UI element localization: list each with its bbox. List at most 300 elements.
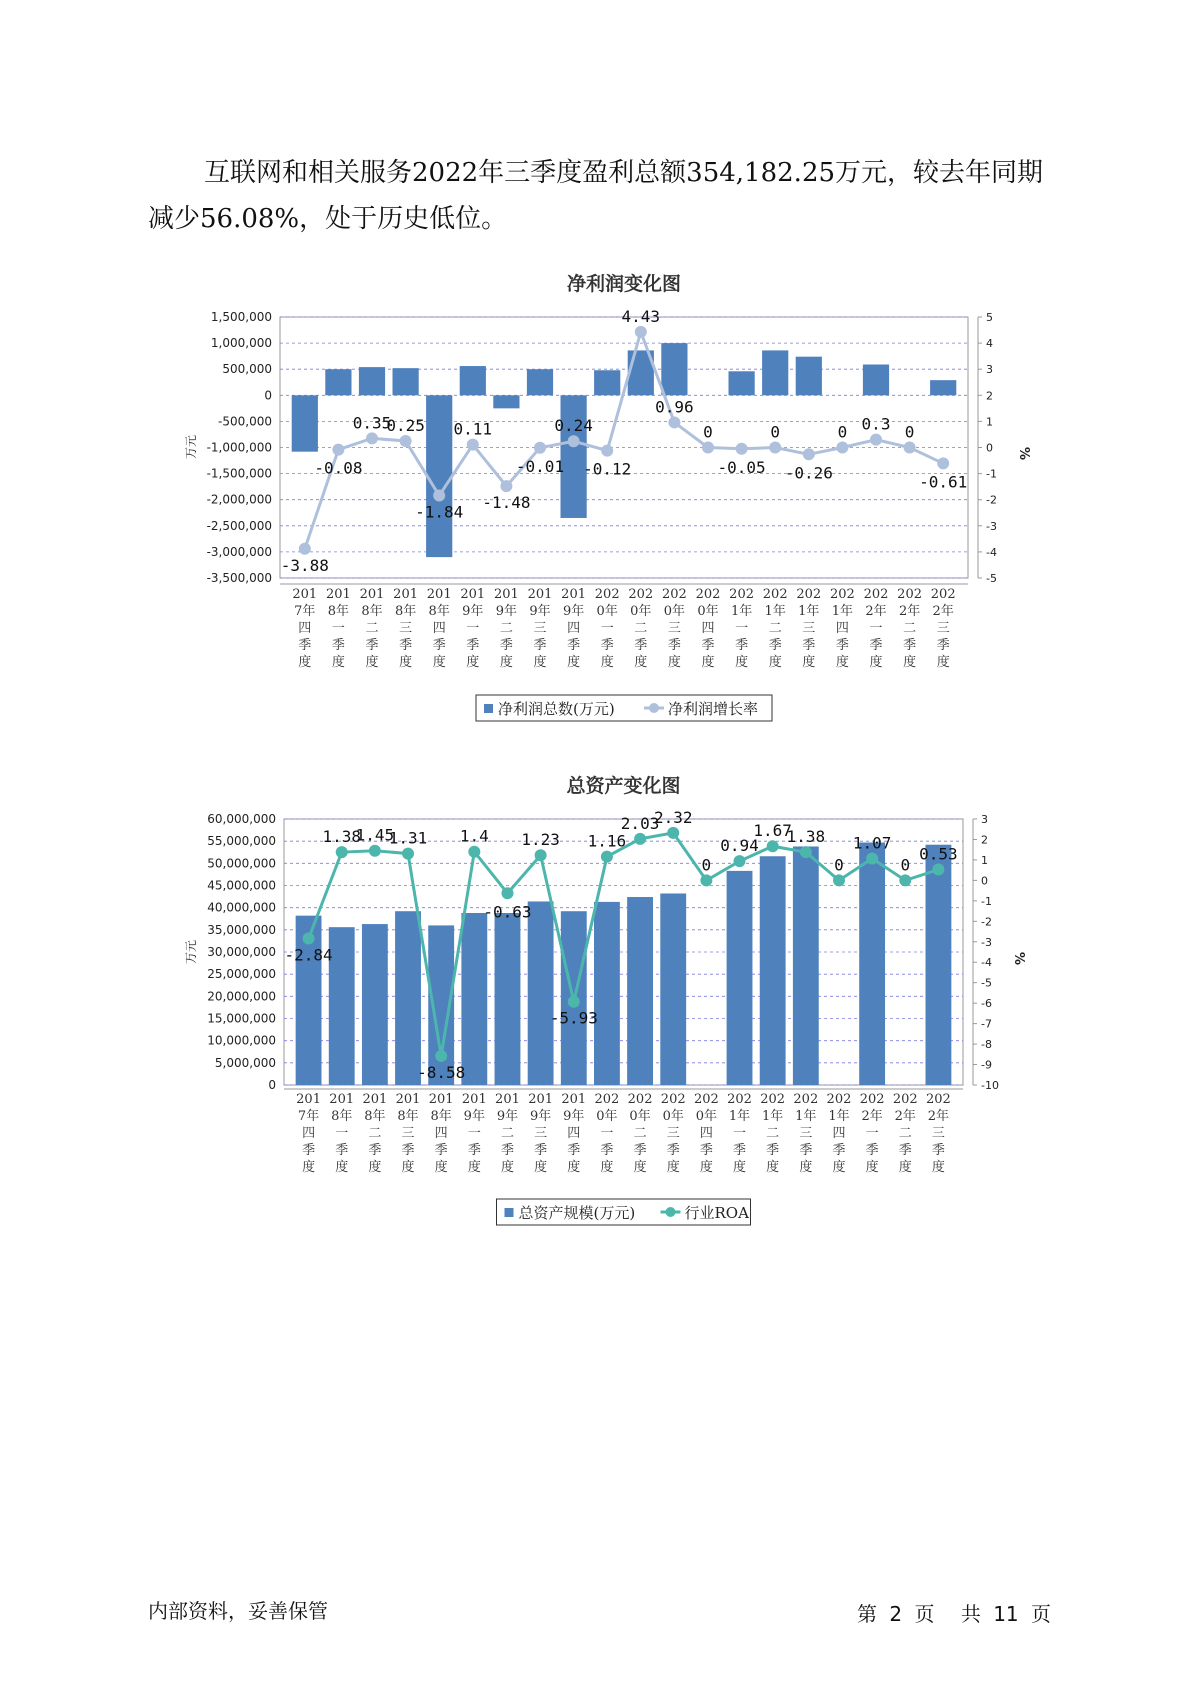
x-tick-label-line: 度 [298,655,312,670]
x-tick-label [427,587,452,670]
x-tick-label-line: 度 [735,655,749,670]
y-tick-label: 50,000,000 [207,856,276,871]
x-tick-label-line: 2年 [927,1109,950,1124]
y2-tick-label: -2 [986,493,997,507]
line-point [767,840,779,852]
x-tick-label-line: 0年 [629,1109,651,1124]
x-tick-label-line: 9年 [463,1109,485,1124]
bar [762,350,788,395]
bar [793,846,819,1085]
y-tick-label: 0 [264,388,272,403]
legend-bar-label: 净利润总数(万元) [498,700,615,718]
x-tick-label-line: 201 [528,1092,554,1107]
x-tick-label [628,587,653,670]
x-tick-label [362,1092,387,1175]
line-point [299,543,311,555]
line-point [400,435,412,447]
x-tick-label-line: 201 [359,587,385,602]
x-tick-label [296,1092,321,1175]
x-tick-label-line: 201 [395,1092,421,1107]
line-point [833,874,845,886]
y-tick-label: -3,000,000 [206,544,272,559]
x-tick-label-line: 201 [426,587,452,602]
x-tick-label-line: 202 [859,1092,885,1107]
y2-tick-label: 3 [986,363,993,377]
legend-line-label: 净利润增长率 [668,700,759,718]
x-tick-label [429,1092,454,1175]
x-tick-label-line: 季 [567,1143,581,1158]
x-tick-label-line: 季 [368,1143,382,1158]
x-tick-label-line: 季 [768,638,782,653]
x-tick-label [931,587,956,670]
x-tick-label-line: 1年 [831,604,854,619]
x-tick-label-line: 二 [768,621,782,636]
x-tick-label-line: 季 [600,638,614,653]
line-point [601,851,613,863]
x-tick-label-line: 一 [331,621,345,636]
x-tick-label-line: 202 [930,587,956,602]
line-point [932,864,944,876]
x-tick-label [329,1092,354,1175]
x-tick-label-line: 2年 [865,604,887,619]
y2-tick-label: -1 [986,467,997,481]
y-tick-label: -2,000,000 [206,492,272,507]
x-tick-label-line: 度 [865,1160,879,1175]
x-tick-label-line: 二 [898,1126,912,1141]
y-tick-label: 40,000,000 [207,900,276,915]
x-tick-label-line: 季 [701,638,715,653]
line-point [435,1050,447,1062]
data-label: 0 [770,422,781,442]
x-tick-label-line: 1年 [828,1109,850,1124]
y-tick-label: 55,000,000 [207,834,276,849]
x-tick-label-line: 一 [466,621,480,636]
x-tick-label [595,1092,620,1175]
y2-tick-label: -5 [981,976,992,990]
data-label: 0 [701,855,712,875]
x-tick-label-line: 2年 [894,1109,916,1124]
line-point [899,874,911,886]
x-tick-label-line: 季 [600,1143,614,1158]
x-tick-label-line: 季 [766,1143,780,1158]
footer-confidential-note: 内部资料，妥善保管 [148,1599,328,1623]
data-label: 0.35 [352,413,392,433]
x-tick-label-line: 7年 [294,604,316,619]
x-tick-label-line: 一 [335,1126,349,1141]
legend-line-marker [649,703,659,713]
x-tick-label-line: 度 [331,655,345,670]
x-tick-label-line: 0年 [596,604,618,619]
x-tick-label-line: 1年 [730,604,753,619]
x-tick-label-line: 一 [869,621,883,636]
x-tick-label-line: 四 [701,621,715,636]
line-point [870,434,882,446]
y2-tick-label: -2 [981,915,992,929]
y-tick-label: 10,000,000 [207,1033,276,1048]
bar [859,842,885,1085]
x-tick-label-line: 0年 [662,1109,684,1124]
line-point [433,490,445,502]
x-tick-label-line: 度 [533,655,547,670]
x-tick-label [830,587,855,670]
x-tick-label-line: 度 [869,655,883,670]
x-tick-label-line: 度 [567,655,581,670]
data-label: 0 [703,422,713,442]
x-tick-label [926,1092,951,1175]
line-point [568,435,580,447]
x-tick-label-line: 8年 [428,604,450,619]
x-tick-label-line: 202 [863,587,889,602]
x-tick-label-line: 三 [931,1126,945,1141]
x-tick-label [860,1092,885,1175]
data-label: -5.93 [549,1008,598,1028]
x-tick-label-line: 一 [735,621,749,636]
x-tick-label-line: 0年 [630,604,652,619]
x-tick-label-line: 一 [600,1126,614,1141]
x-tick-label-line: 201 [393,587,419,602]
x-tick-label-line: 度 [500,1160,514,1175]
y2-tick-label: 0 [981,874,988,888]
bar [329,927,355,1085]
x-tick-label-line: 度 [600,1160,614,1175]
x-tick-label-line: 季 [432,638,446,653]
x-tick-label-line: 二 [499,621,513,636]
chart-title: 净利润变化图 [566,273,682,295]
x-tick-label-line: 季 [936,638,950,653]
x-tick-label [729,587,754,670]
bar [495,913,521,1085]
x-tick-label-line: 三 [533,621,547,636]
data-label: -8.58 [417,1062,466,1082]
bar [460,366,486,395]
y-tick-label: 35,000,000 [207,922,276,937]
x-tick-label-line: 201 [325,587,351,602]
x-tick-label-line: 0年 [695,1109,718,1124]
page-prefix: 第 [857,1602,878,1626]
x-tick-label [760,1092,785,1175]
x-tick-label-line: 度 [302,1160,316,1175]
x-tick-label [628,1092,653,1175]
x-tick-label-line: 201 [495,1092,520,1107]
bar [493,395,519,408]
data-label: -3.88 [280,555,329,575]
x-tick-label-line: 9年 [495,604,518,619]
bar [527,369,553,395]
x-tick-label-line: 度 [903,655,917,670]
bar [325,369,351,395]
y2-tick-label: 1 [981,853,988,867]
data-label: -1.84 [415,502,464,522]
bar [863,365,889,396]
total-prefix: 共 [960,1602,981,1626]
x-tick-label-line: 2年 [932,604,954,619]
x-tick-label-line: 2年 [861,1109,883,1124]
data-label: 2.03 [620,813,660,833]
x-tick-label-line: 度 [799,1160,813,1175]
x-tick-label-line: 季 [567,638,581,653]
x-tick-label-line: 季 [802,638,816,653]
bar [528,901,554,1085]
data-label: 1.45 [355,825,395,845]
x-tick-label-line: 四 [432,621,446,636]
x-tick-label-line: 四 [434,1126,448,1141]
data-label: 0 [837,422,848,442]
x-tick-label-line: 一 [600,621,614,636]
y2-tick-label: 3 [981,813,988,826]
line-point [937,457,949,469]
bar [594,902,620,1085]
x-tick-label-line: 201 [428,1092,454,1107]
y-tick-label: 60,000,000 [207,812,276,826]
legend [476,695,772,721]
x-tick-label-line: 202 [729,587,755,602]
line-point [369,845,381,857]
data-label: -0.63 [483,902,532,922]
x-tick-label-line: 三 [666,1126,680,1141]
y-tick-label: -1,500,000 [206,466,272,481]
y-tick-label: -3,500,000 [206,571,272,585]
x-tick-label-line: 季 [298,638,312,653]
x-tick-label-line: 三 [667,621,681,636]
bar [760,856,786,1085]
x-tick-label-line: 1年 [795,1109,817,1124]
x-tick-label-line: 202 [594,1092,620,1107]
line-point [836,442,848,454]
x-tick-label-line: 8年 [430,1109,452,1124]
x-tick-label-line: 202 [829,587,855,602]
x-tick-label-line: 一 [733,1126,747,1141]
x-tick-label-line: 二 [365,621,379,636]
data-label: 0.53 [919,844,958,864]
x-tick-label-line: 季 [667,638,681,653]
x-tick-label-line: 度 [368,1160,382,1175]
x-tick-label-line: 度 [335,1160,349,1175]
x-tick-label-line: 8年 [327,604,350,619]
line-point [734,855,746,867]
x-tick-label-line: 季 [865,1143,879,1158]
data-label: 0.3 [861,414,891,434]
x-tick-label-line: 季 [898,1143,912,1158]
x-tick-label-line: 度 [399,655,413,670]
legend-bar-label: 总资产规模(万元) [518,1204,636,1222]
x-tick-label-line: 8年 [331,1109,353,1124]
bar [426,395,452,557]
x-tick-label [696,587,721,670]
x-tick-label-line: 度 [499,655,513,670]
x-tick-label [662,587,687,670]
x-tick-label [727,1092,752,1175]
y-tick-label: 15,000,000 [207,1011,276,1026]
x-tick-label-line: 202 [793,1092,819,1107]
x-tick-label-line: 季 [835,638,849,653]
x-tick-label-line: 度 [633,1160,647,1175]
data-label: 1.4 [459,826,489,846]
bar [727,871,753,1085]
x-tick-label-line: 1年 [798,604,820,619]
line-point [803,448,815,460]
x-tick-label-line: 度 [835,655,849,670]
x-tick-label-line: 202 [660,1092,686,1107]
x-tick-label [793,1092,818,1175]
x-tick-label-line: 度 [766,1160,780,1175]
x-tick-label [528,1092,553,1175]
x-tick-label [893,1092,918,1175]
x-tick-label-line: 度 [701,655,715,670]
x-tick-label [494,587,519,670]
page-number [851,1598,1051,1627]
x-tick-label-line: 季 [500,1143,514,1158]
line-point [700,874,712,886]
x-tick-label-line: 季 [735,638,749,653]
data-label: 1.07 [852,833,892,853]
y2-tick-label: 2 [981,833,988,847]
data-label: -0.05 [717,457,766,477]
data-label: 0.24 [554,416,593,436]
x-tick-label-line: 四 [567,621,581,636]
x-tick-label-line: 202 [762,587,788,602]
x-tick-label-line: 9年 [462,604,484,619]
y-axis-label: 万元 [184,434,198,460]
x-tick-label-line: 二 [500,1126,514,1141]
y2-tick-label: -8 [981,1038,992,1052]
data-label: 1.31 [388,828,428,848]
x-tick-label-line: 201 [561,587,587,602]
y-tick-label: 500,000 [222,362,272,377]
x-tick-label-line: 四 [302,1126,316,1141]
x-tick-label-line: 季 [499,638,513,653]
x-tick-label [897,587,922,670]
y2-axis-label: % [1016,447,1031,461]
y2-tick-label: -7 [981,1017,992,1031]
x-tick-label-line: 度 [434,1160,448,1175]
x-tick-label-line: 202 [693,1092,719,1107]
y2-tick-label: -4 [981,956,992,970]
x-tick-label-line: 四 [699,1126,713,1141]
bar [392,368,418,395]
x-tick-label [561,1092,586,1175]
x-tick-label-line: 度 [832,1160,846,1175]
bar [796,357,822,396]
x-tick-label [528,587,553,670]
x-tick-label-line: 二 [903,621,917,636]
x-tick-label-line: 201 [461,1092,487,1107]
x-tick-label-line: 季 [466,638,480,653]
x-tick-label-line: 202 [594,587,620,602]
page-current: 2 [889,1602,903,1626]
y2-tick-label: -3 [981,935,992,949]
x-tick-label-line: 8年 [394,604,417,619]
line-point [634,833,646,845]
data-label: 0.94 [720,836,759,856]
x-tick-label-line: 季 [634,638,648,653]
line-point [468,846,480,858]
data-label: 0 [904,422,915,442]
data-label: 0.96 [655,397,694,417]
y2-tick-label: -9 [981,1058,992,1072]
x-tick-label-line: 度 [365,655,379,670]
x-tick-label-line: 202 [826,1092,852,1107]
x-tick-label-line: 202 [627,1092,653,1107]
x-tick-label-line: 度 [936,655,950,670]
y-tick-label: -2,500,000 [206,518,272,533]
x-tick-label [460,587,485,670]
line-point [635,326,647,338]
bar [560,395,586,518]
x-tick-label-line: 1年 [728,1109,751,1124]
bar [930,380,956,395]
x-tick-label-line: 201 [460,587,486,602]
x-tick-label-line: 二 [633,1126,647,1141]
data-label: 1.23 [521,830,560,850]
x-tick-label-line: 202 [628,587,654,602]
x-tick-label [595,587,620,670]
x-tick-label-line: 季 [869,638,883,653]
x-tick-label-line: 度 [534,1160,548,1175]
data-label: 1.16 [587,831,627,851]
x-tick-label-line: 度 [600,655,614,670]
x-tick-label-line: 季 [534,1143,548,1158]
x-tick-label-line: 0年 [663,604,686,619]
data-label: -0.01 [515,456,565,476]
x-tick-label-line: 8年 [364,1109,386,1124]
data-label: 0.11 [453,419,493,439]
x-tick-label-line: 1年 [764,604,786,619]
line-point [769,442,781,454]
y2-tick-label: -3 [986,519,997,533]
line-point [736,443,748,455]
x-tick-label-line: 202 [897,587,923,602]
x-tick-label-line: 201 [296,1092,321,1107]
x-tick-label-line: 度 [898,1160,912,1175]
x-tick-label-line: 季 [533,638,547,653]
data-label: -0.26 [784,463,833,483]
x-tick-label-line: 度 [931,1160,945,1175]
x-tick-label [796,587,821,670]
x-tick-label-line: 202 [695,587,721,602]
x-tick-label-line: 季 [633,1143,647,1158]
page-mid: 页 [914,1602,935,1626]
data-label: -2.84 [284,945,333,965]
line-point [904,442,916,454]
x-tick-label-line: 四 [835,621,849,636]
x-tick-label-line: 201 [329,1092,355,1107]
line-point [800,846,812,858]
y-tick-label: 20,000,000 [207,989,276,1004]
bar [594,370,620,395]
x-tick-label-line: 9年 [562,604,585,619]
chart-title: 总资产变化图 [566,775,681,797]
x-tick-label-line: 度 [666,1160,680,1175]
data-label: 0 [834,855,844,875]
x-tick-label-line: 季 [401,1143,415,1158]
x-tick-label-line: 三 [399,621,413,636]
y2-tick-label: 1 [986,415,993,429]
line-point [501,887,513,899]
y2-tick-label: -5 [986,572,997,585]
x-tick-label-line: 季 [365,638,379,653]
line-point [467,439,479,451]
y-tick-label: -500,000 [218,414,272,429]
x-tick-label-line: 季 [832,1143,846,1158]
line-point [667,827,679,839]
x-tick-label-line: 9年 [496,1109,519,1124]
x-tick-label-line: 9年 [529,1109,552,1124]
line-point [568,996,580,1008]
bar [362,924,388,1085]
y2-tick-label: 0 [986,441,993,455]
x-tick-label-line: 三 [802,621,816,636]
legend-line-marker [666,1207,676,1217]
